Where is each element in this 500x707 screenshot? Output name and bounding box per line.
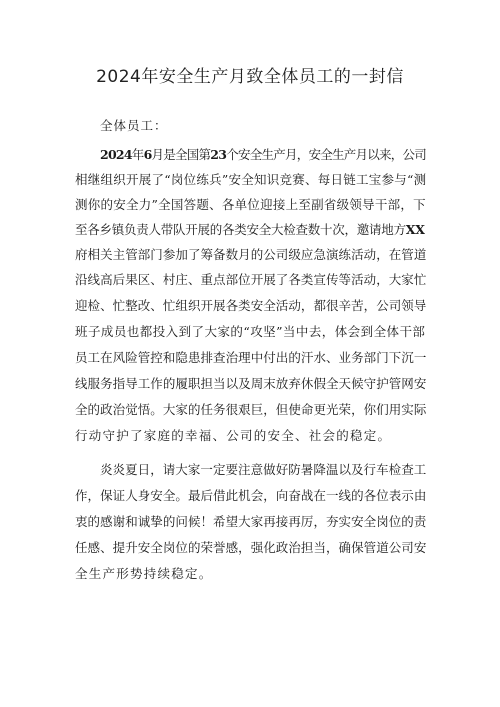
paragraph-2-line: 任感、提升安全岗位的荣誉感，强化政治担当，确保管道公司安: [75, 540, 427, 555]
paragraph-2-line: 衷的感谢和诚挚的问候！希望大家再接再厉，夯实安全岗位的责: [75, 514, 427, 529]
paragraph-1-line: 相继组织开展了“岗位练兵”安全知识竞赛、每日链工宝参与“测: [75, 172, 427, 187]
paragraph-1-line: 2024年6月是全国第23个安全生产月，安全生产月以来，公司: [100, 147, 426, 162]
paragraph-1-line: 至各乡镇负责人带队开展的各类安全大检查数十次，邀请地方XX: [75, 222, 425, 237]
salutation: 全体员工：: [100, 118, 168, 133]
paragraph-1-line: 员工在风险管控和隐患排查治理中付出的汗水、业务部门下沉一: [75, 350, 427, 365]
paragraph-1-line: 线服务指导工作的履职担当以及周末放弃休假全天候守护管网安: [75, 376, 427, 391]
page-title: 2024年安全生产月致全体员工的一封信: [96, 67, 404, 87]
paragraph-1-line: 全的政治觉悟。大家的任务很艰巨，但使命更光荣，你们用实际: [75, 402, 427, 417]
paragraph-1-line: 班子成员也都投入到了大家的“攻坚”当中去，体会到全体干部: [75, 324, 426, 339]
paragraph-1-line: 沿线高后果区、村庄、重点部位开展了各类宣传等活动，大家忙: [75, 272, 427, 287]
paragraph-1-line: 测你的安全力”全国答题、各单位迎接上至副省级领导干部，下: [75, 197, 426, 212]
paragraph-1-line: 迎检、忙整改、忙组织开展各类安全活动，都很辛苦，公司领导: [75, 298, 427, 313]
paragraph-2-line: 作，保证人身安全。最后借此机会，向奋战在一线的各位表示由: [75, 488, 427, 503]
paragraph-2-line: 炎炎夏日，请大家一定要注意做好防暑降温以及行车检查工: [100, 462, 427, 477]
paragraph-1-line: 府相关主管部门参加了筹备数月的公司级应急演练活动，在管道: [75, 247, 427, 262]
paragraph-2-line: 全生产形势持续稳定。: [75, 566, 213, 581]
paragraph-1-line: 行动守护了家庭的幸福、公司的安全、社会的稳定。: [75, 428, 392, 443]
